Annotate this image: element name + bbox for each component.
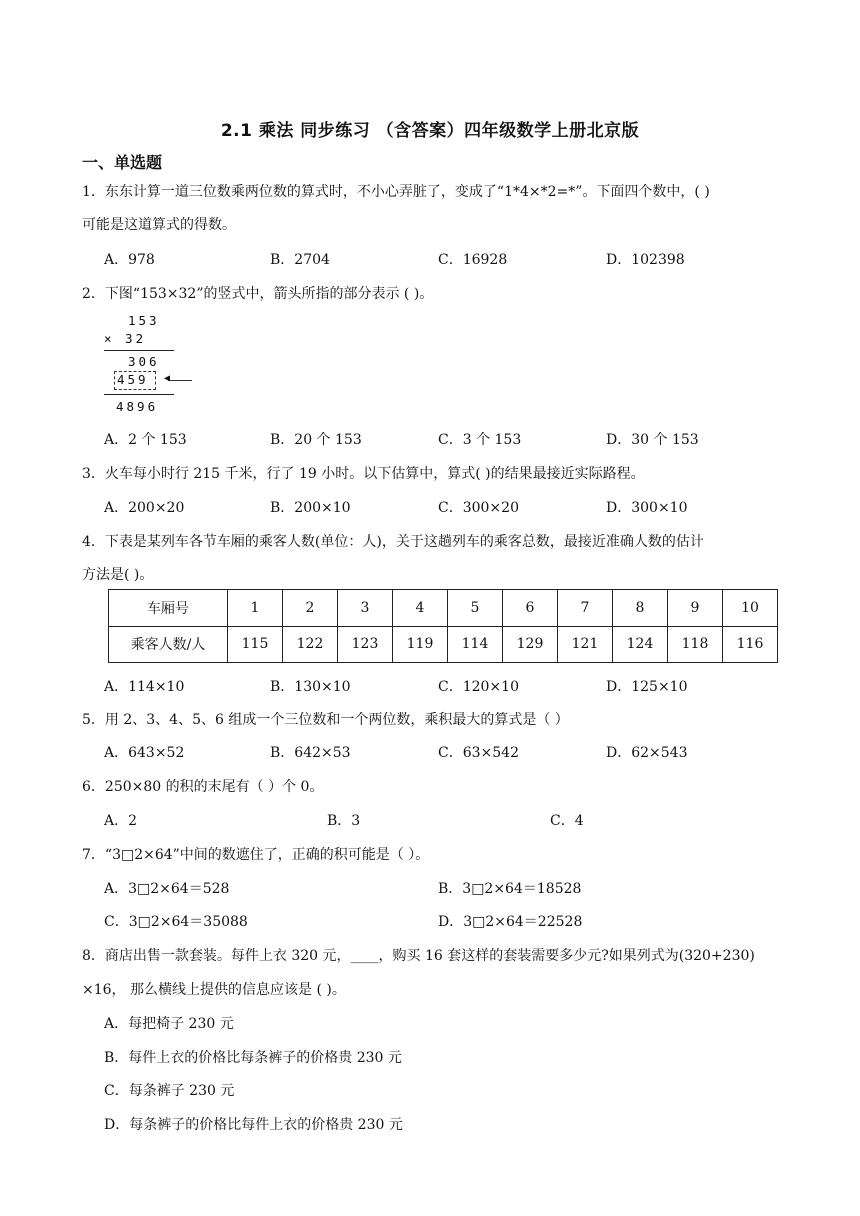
table-cell: 115 bbox=[228, 626, 283, 663]
final-product: 4896 bbox=[116, 399, 159, 414]
q2-option-c[interactable]: C．3 个 153 bbox=[438, 432, 522, 448]
table-cell: 9 bbox=[668, 590, 723, 627]
q3-option-d[interactable]: D．300×10 bbox=[606, 500, 688, 516]
table-cell: 3 bbox=[338, 590, 393, 627]
question-8-text-cont: ×16， 那么横线上提供的信息应该是 ( )。 bbox=[82, 982, 346, 998]
q7-option-b[interactable]: B．3□2×64＝18528 bbox=[438, 881, 582, 897]
q2-option-a[interactable]: A．2 个 153 bbox=[104, 432, 187, 448]
q7-option-c[interactable]: C．3□2×64＝35088 bbox=[104, 914, 248, 930]
section-heading: 一、单选题 bbox=[82, 153, 163, 172]
table-cell: 114 bbox=[448, 626, 503, 663]
q5-option-c[interactable]: C．63×542 bbox=[438, 745, 519, 761]
q4-option-c[interactable]: C．120×10 bbox=[438, 679, 519, 695]
q6-option-b[interactable]: B．3 bbox=[327, 813, 361, 829]
q1-option-c[interactable]: C．16928 bbox=[438, 252, 508, 268]
table-cell: 118 bbox=[668, 626, 723, 663]
multiplier: × 32 bbox=[104, 331, 147, 346]
question-2-text: 2．下图“153×32”的竖式中，箭头所指的部分表示 ( )。 bbox=[82, 286, 434, 302]
vertical-multiplication-figure bbox=[102, 313, 197, 415]
q7-option-a[interactable]: A．3□2×64＝528 bbox=[104, 881, 230, 897]
question-8-text: 8．商店出售一款套装。每件上衣 320 元，____，购买 16 套这样的套装需要多少元?如果列式为(320+230) bbox=[82, 948, 755, 964]
table-cell: 6 bbox=[503, 590, 558, 627]
q4-option-a[interactable]: A．114×10 bbox=[104, 679, 185, 695]
q8-option-c[interactable]: C．每条裤子 230 元 bbox=[104, 1083, 235, 1099]
q6-option-a[interactable]: A．2 bbox=[104, 813, 138, 829]
q2-option-b[interactable]: B．20 个 153 bbox=[270, 432, 362, 448]
arrow-line bbox=[168, 380, 192, 381]
question-3-text: 3．火车每小时行 215 千米，行了 19 小时。以下估算中，算式( )的结果最接近实际路程。 bbox=[82, 466, 645, 482]
q6-option-c[interactable]: C．4 bbox=[550, 813, 584, 829]
table-cell: 129 bbox=[503, 626, 558, 663]
q4-option-b[interactable]: B．130×10 bbox=[270, 679, 351, 695]
q5-option-d[interactable]: D．62×543 bbox=[606, 745, 688, 761]
q8-option-b[interactable]: B．每件上衣的价格比每条裤子的价格贵 230 元 bbox=[104, 1050, 402, 1066]
question-7-text: 7．“3□2×64”中间的数遮住了，正确的积可能是（ ）。 bbox=[82, 847, 430, 863]
q2-option-d[interactable]: D．30 个 153 bbox=[606, 432, 699, 448]
table-cell: 122 bbox=[283, 626, 338, 663]
q3-option-b[interactable]: B．200×10 bbox=[270, 500, 351, 516]
table-cell: 121 bbox=[558, 626, 613, 663]
partial-product-2: 459 bbox=[117, 372, 149, 387]
question-1-text: 1．东东计算一道三位数乘两位数的算式时，不小心弄脏了，变成了“1*4×*2=*”。下面四个数中，( ) bbox=[82, 184, 710, 200]
table-cell: 5 bbox=[448, 590, 503, 627]
rule-line bbox=[104, 350, 174, 351]
table-cell: 124 bbox=[613, 626, 668, 663]
table-cell: 1 bbox=[228, 590, 283, 627]
table-cell: 123 bbox=[338, 626, 393, 663]
multiplicand: 153 bbox=[128, 313, 160, 328]
table-header-cell: 车厢号 bbox=[109, 590, 228, 627]
q1-option-d[interactable]: D．102398 bbox=[606, 252, 685, 268]
table-cell: 4 bbox=[393, 590, 448, 627]
table-cell: 119 bbox=[393, 626, 448, 663]
q3-option-c[interactable]: C．300×20 bbox=[438, 500, 519, 516]
q8-option-d[interactable]: D．每条裤子的价格比每件上衣的价格贵 230 元 bbox=[104, 1117, 403, 1133]
question-4-text: 4．下表是某列车各节车厢的乘客人数(单位：人)，关于这趟列车的乘客总数，最接近准确人数的估计 bbox=[82, 534, 704, 550]
table-cell: 8 bbox=[613, 590, 668, 627]
question-5-text: 5．用 2、3、4、5、6 组成一个三位数和一个两位数，乘积最大的算式是（ ） bbox=[82, 712, 569, 728]
table-row bbox=[109, 590, 778, 627]
q5-option-b[interactable]: B．642×53 bbox=[270, 745, 351, 761]
arrow-left-icon: ◀ bbox=[164, 373, 171, 384]
q1-option-b[interactable]: B．2704 bbox=[270, 252, 330, 268]
question-1-text-cont: 可能是这道算式的得数。 bbox=[82, 217, 236, 233]
q3-option-a[interactable]: A．200×20 bbox=[104, 500, 185, 516]
question-6-text: 6．250×80 的积的末尾有（ ）个 0。 bbox=[82, 779, 324, 795]
rule-line bbox=[104, 394, 174, 395]
partial-product-1: 306 bbox=[128, 354, 160, 369]
table-cell: 10 bbox=[723, 590, 778, 627]
page-title: 2.1 乘法 同步练习 （含答案）四年级数学上册北京版 bbox=[220, 121, 640, 141]
q7-option-d[interactable]: D．3□2×64＝22528 bbox=[438, 914, 583, 930]
q1-option-a[interactable]: A．978 bbox=[104, 252, 155, 268]
q4-option-d[interactable]: D．125×10 bbox=[606, 679, 688, 695]
passenger-table bbox=[108, 589, 778, 663]
table-cell: 2 bbox=[283, 590, 338, 627]
q5-option-a[interactable]: A．643×52 bbox=[104, 745, 185, 761]
table-header-cell: 乘客人数/人 bbox=[109, 626, 228, 663]
q8-option-a[interactable]: A．每把椅子 230 元 bbox=[104, 1016, 234, 1032]
table-cell: 116 bbox=[723, 626, 778, 663]
table-row bbox=[109, 626, 778, 663]
question-4-text-cont: 方法是( )。 bbox=[82, 567, 154, 583]
table-cell: 7 bbox=[558, 590, 613, 627]
